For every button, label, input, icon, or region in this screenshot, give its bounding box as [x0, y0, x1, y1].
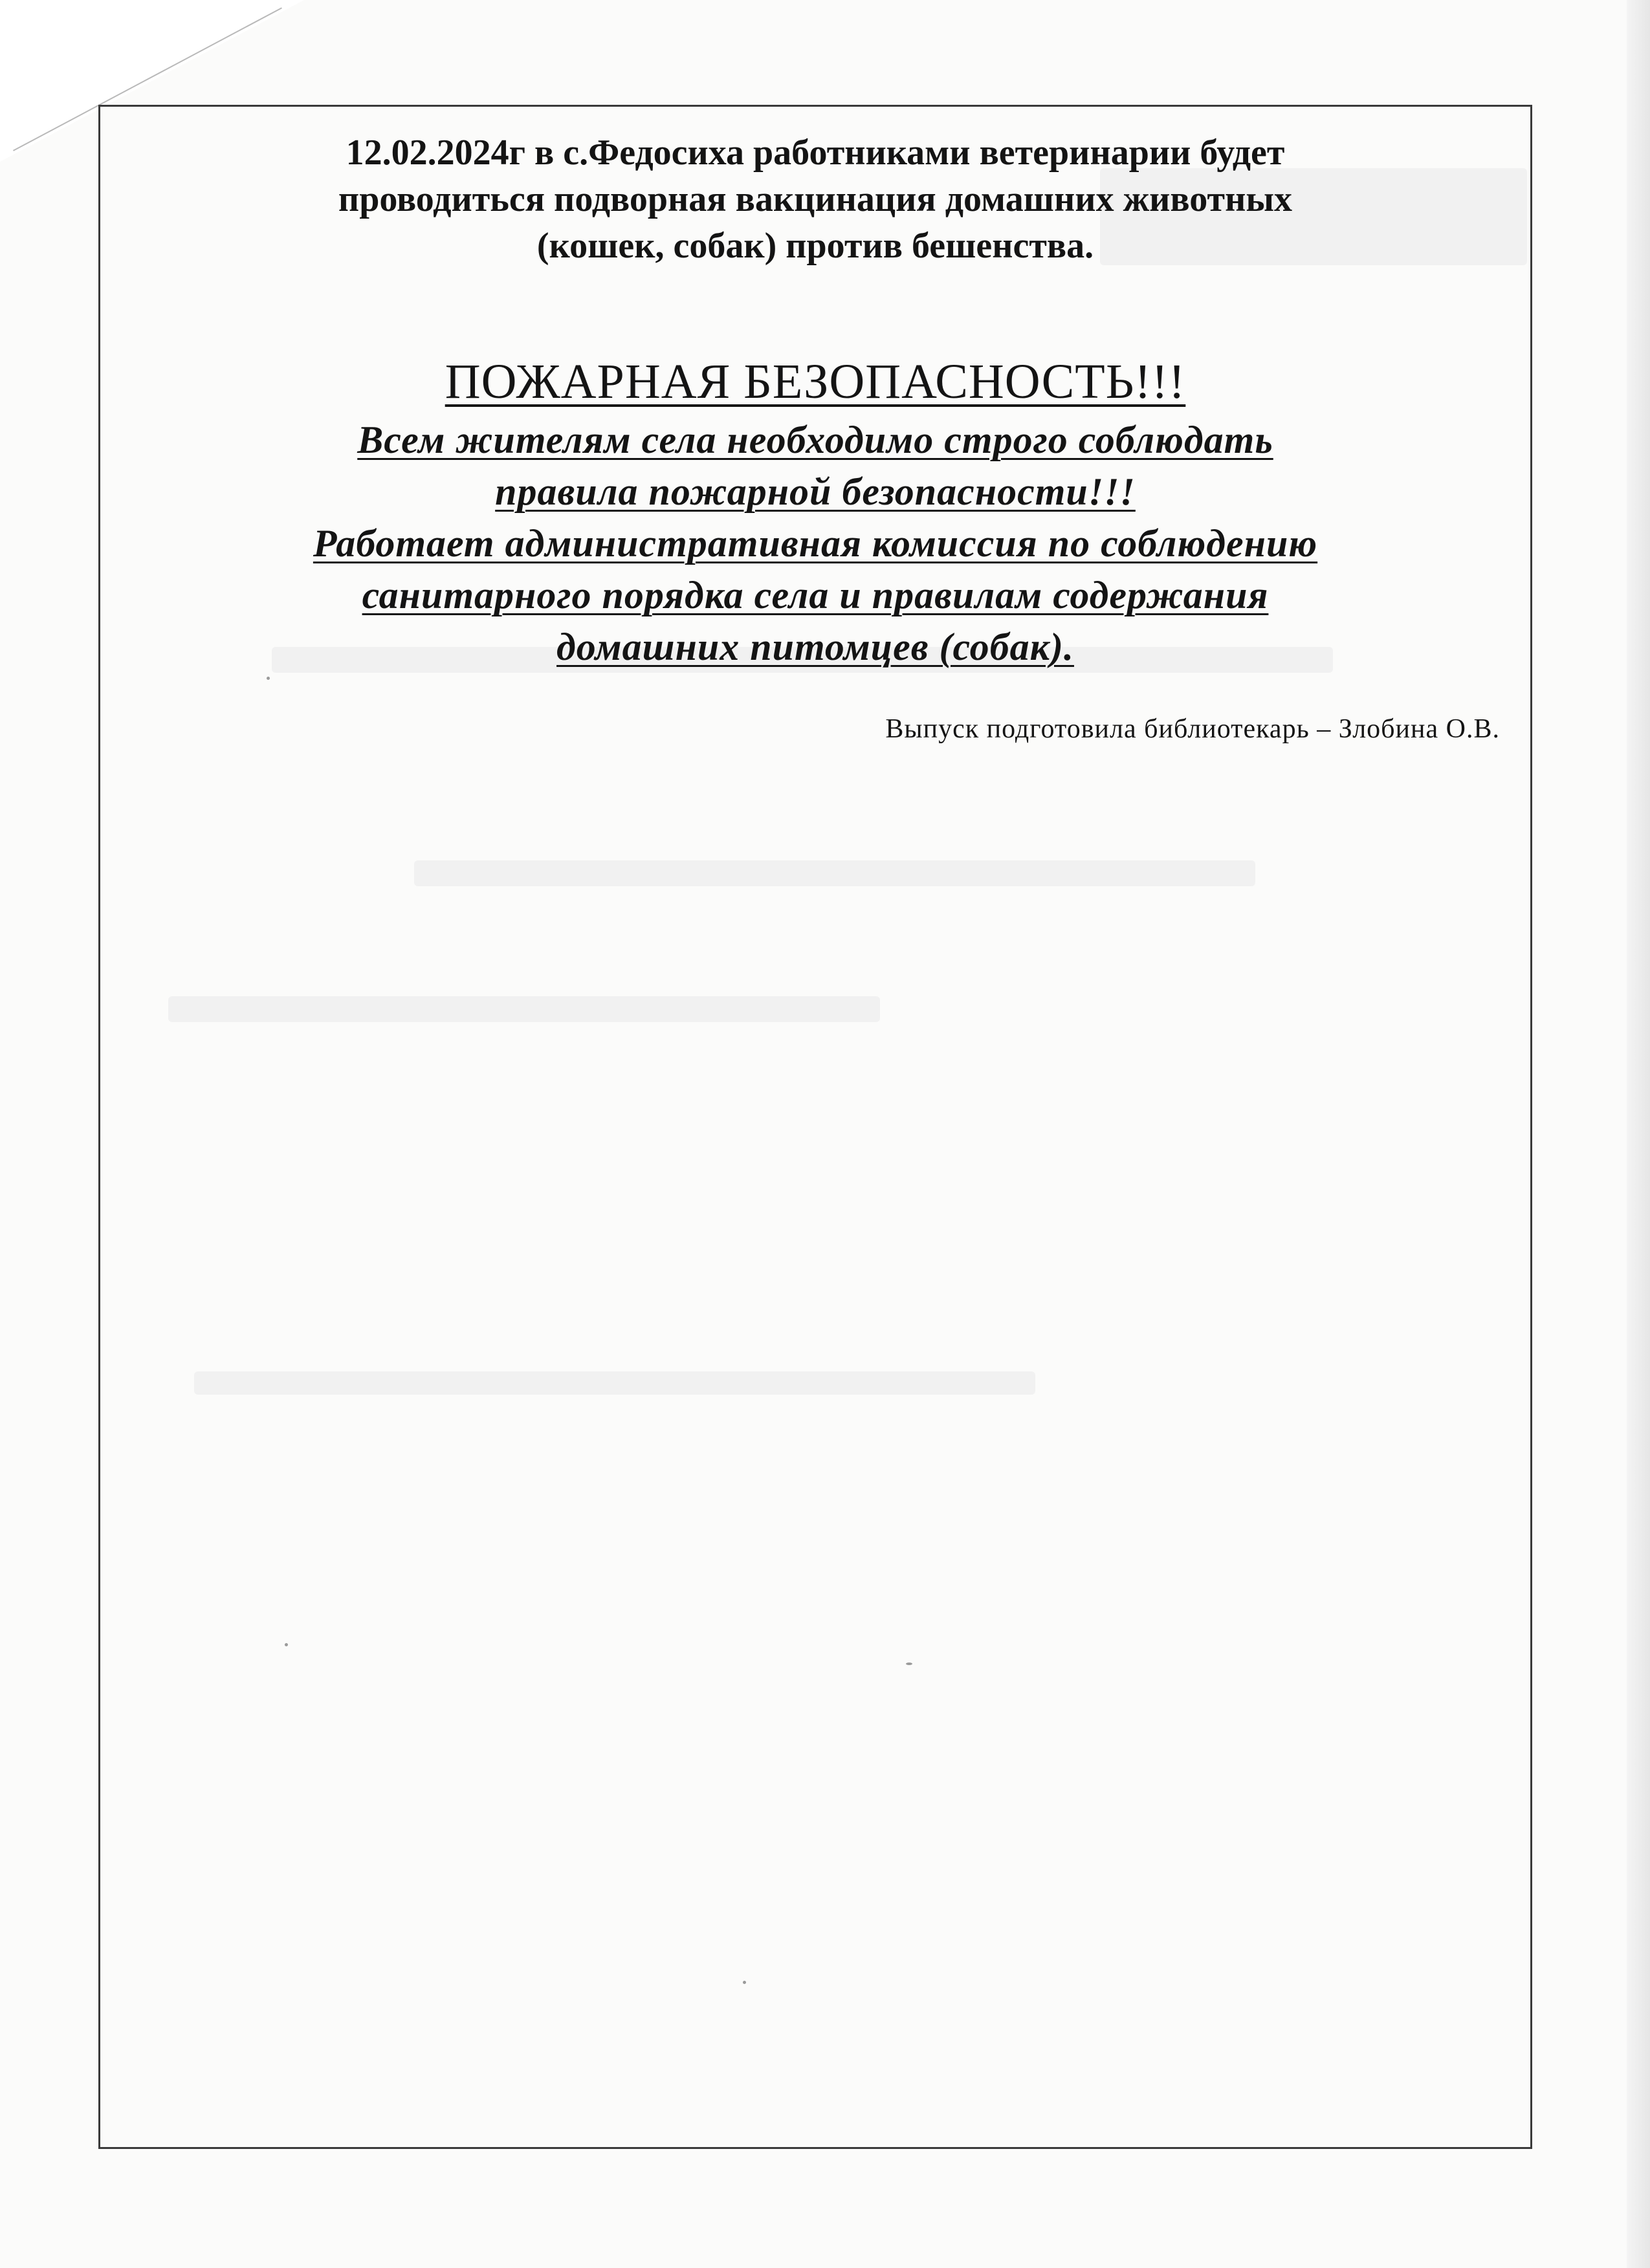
- fire-safety-line-5: домашних питомцев (собак).: [556, 626, 1074, 668]
- notice-line-2: проводиться подворная вакцинация домашних животных: [338, 179, 1293, 219]
- scanner-edge: [1627, 0, 1650, 2268]
- fire-safety-line-1: Всем жителям села необходимо строго соблюдать: [357, 419, 1273, 461]
- fire-safety-line-4: санитарного порядка села и правилам содержания: [362, 574, 1269, 616]
- notice-line-3: (кошек, собак) против бешенства.: [536, 226, 1094, 266]
- issue-credit: Выпуск подготовила библиотекарь – Злобина О.В.: [885, 714, 1500, 744]
- fire-safety-body: [98, 414, 1532, 673]
- fire-safety-line-3: Работает административная комиссия по соблюдению: [313, 522, 1318, 565]
- fire-safety-title: ПОЖАРНАЯ БЕЗОПАСНОСТЬ!!!: [445, 354, 1186, 409]
- fire-safety-line-2: правила пожарной безопасности!!!: [495, 470, 1136, 513]
- vaccination-notice: [98, 129, 1532, 269]
- notice-line-1: 12.02.2024г в с.Федосиха работниками ветеринарии будет: [346, 133, 1285, 173]
- page-border-frame: [98, 105, 1532, 2149]
